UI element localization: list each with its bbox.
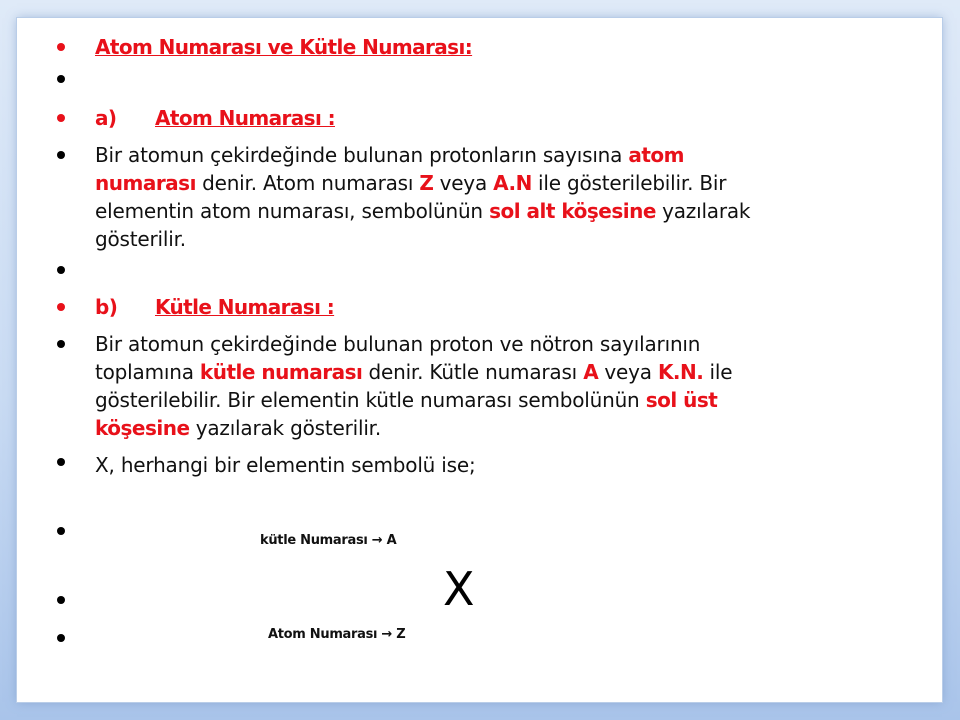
section-b-title bbox=[95, 293, 334, 321]
term-atom: atom bbox=[628, 143, 685, 167]
para-a-line-2 bbox=[95, 169, 726, 197]
term-z: Z bbox=[419, 171, 434, 195]
term-kosesine: köşesine bbox=[95, 416, 190, 440]
para-a-line-3 bbox=[95, 197, 750, 225]
term-sol-alt: sol alt köşesine bbox=[489, 199, 656, 223]
bullet-heading bbox=[57, 43, 65, 51]
para-a-text-2: denir. Atom numarası bbox=[195, 171, 420, 195]
para-b-text-3: veya bbox=[598, 360, 658, 384]
para-a-text-1: Bir atomun çekirdeğinde bulunan protonların sayısına bbox=[95, 143, 629, 167]
para-a-text-4: ile gösterilebilir. Bir bbox=[531, 171, 727, 195]
bullet-empty-4 bbox=[57, 596, 65, 604]
para-b-line-1: Bir atomun çekirdeğinde bulunan proton ve nötron sayılarının bbox=[95, 332, 701, 356]
section-a-title bbox=[95, 104, 335, 132]
para-a-line-1 bbox=[95, 141, 684, 169]
para-b-text-4: ile bbox=[703, 360, 733, 384]
para-b-text-5: gösterilebilir. Bir elementin kütle numarası sembolünün bbox=[95, 388, 646, 412]
para-b-line-2 bbox=[95, 358, 732, 386]
element-symbol-x: X bbox=[443, 562, 475, 616]
section-b-letter: b) bbox=[95, 295, 118, 319]
para-b-text-2: denir. Kütle numarası bbox=[362, 360, 584, 384]
term-sol-ust: sol üst bbox=[645, 388, 718, 412]
term-kutle-numarasi: kütle numarası bbox=[199, 360, 363, 384]
bullet-empty-2 bbox=[57, 266, 65, 274]
para-x-line: X, herhangi bir elementin sembolü ise; bbox=[95, 453, 476, 477]
bullet-para-b bbox=[57, 340, 65, 348]
bullet-empty-5 bbox=[57, 634, 65, 642]
bullet-empty-1 bbox=[57, 75, 65, 83]
para-a-line-4: gösterilir. bbox=[95, 227, 186, 251]
bullet-empty-3 bbox=[57, 527, 65, 535]
section-b-label: Kütle Numarası : bbox=[155, 295, 335, 319]
section-a-letter: a) bbox=[95, 106, 117, 130]
bullet-section-b bbox=[57, 303, 65, 311]
para-a-text-5: elementin atom numarası, sembolünün bbox=[95, 199, 490, 223]
slide-heading: Atom Numarası ve Kütle Numarası: bbox=[95, 35, 473, 59]
term-a: A bbox=[583, 360, 599, 384]
bullet-para-a bbox=[57, 151, 65, 159]
term-kn: K.N. bbox=[657, 360, 704, 384]
para-b-line-3 bbox=[95, 386, 717, 414]
para-b-text-6: yazılarak gösterilir. bbox=[189, 416, 382, 440]
section-a-label: Atom Numarası : bbox=[155, 106, 335, 130]
para-b-line-4 bbox=[95, 414, 381, 442]
term-an: A.N bbox=[493, 171, 532, 195]
bullet-para-x bbox=[57, 458, 65, 466]
atomic-number-label: Atom Numarası → Z bbox=[268, 627, 406, 642]
para-a-text-3: veya bbox=[433, 171, 494, 195]
para-b-text-1: toplamına bbox=[95, 360, 200, 384]
para-a-text-6: yazılarak bbox=[655, 199, 751, 223]
term-numarasi: numarası bbox=[95, 171, 196, 195]
mass-number-label: kütle Numarası → A bbox=[260, 533, 397, 548]
bullet-section-a bbox=[57, 114, 65, 122]
